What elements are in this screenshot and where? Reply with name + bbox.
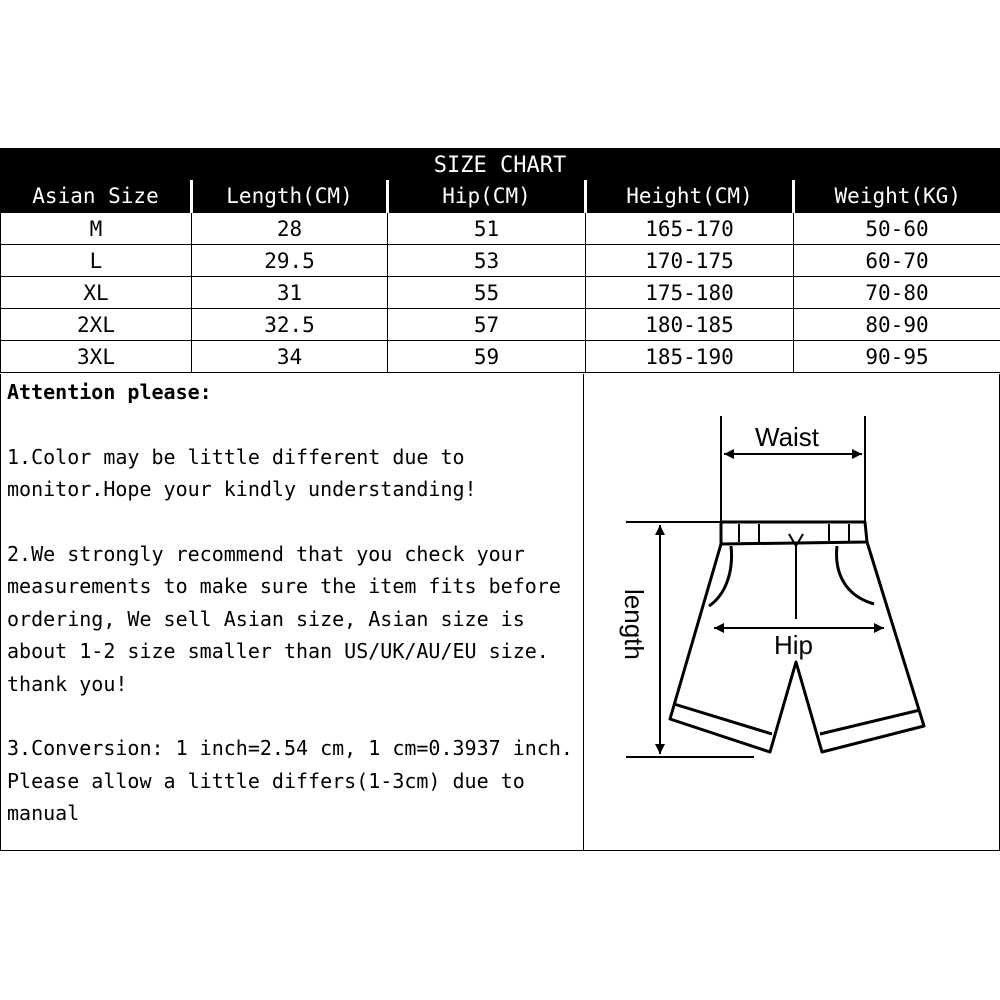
column-header: Length(CM) [192,180,388,213]
length-cell: 32.5 [192,309,388,341]
size-cell: XL [1,277,192,309]
weight-cell: 90-95 [794,341,1000,373]
table-row [1,277,1000,309]
belt-loops [739,524,849,542]
right-pocket [837,546,874,604]
column-header: Asian Size [1,180,192,213]
size-chart-title: SIZE CHART [0,148,1000,182]
note-item: 1.Color may be little different due to monitor.Hope your kindly understanding! [7,444,477,501]
table-header-row [1,180,1000,213]
size-table [0,180,1000,373]
column-header: Weight(KG) [794,180,1000,213]
hip-label: Hip [774,630,814,660]
info-section [0,374,1000,851]
left-cuff-line [674,704,772,734]
column-header: Height(CM) [586,180,794,213]
height-cell: 170-175 [586,245,794,277]
table-row [1,309,1000,341]
table-row [1,245,1000,277]
hip-cell: 51 [388,213,586,245]
table-row [1,213,1000,245]
length-label: length [619,589,649,660]
weight-cell: 70-80 [794,277,1000,309]
height-cell: 175-180 [586,277,794,309]
hip-cell: 59 [388,341,586,373]
length-cell: 28 [192,213,388,245]
length-cell: 31 [192,277,388,309]
size-cell: 2XL [1,309,192,341]
table-row [1,341,1000,373]
note-item: 2.We strongly recommend that you check your measurements to make sure the item fits before ordering, We sell Asian size, Asian size is about 1-2 size smaller than US/UK/AU/EU size. thank you! [7,541,561,696]
length-cell: 29.5 [192,245,388,277]
size-cell: 3XL [1,341,192,373]
shorts-measurement-diagram [584,374,999,850]
size-chart-sheet [0,148,1000,851]
hip-cell: 57 [388,309,586,341]
attention-notes [1,374,584,850]
weight-cell: 80-90 [794,309,1000,341]
column-header: Hip(CM) [388,180,586,213]
hip-cell: 53 [388,245,586,277]
size-cell: L [1,245,192,277]
waist-label: Waist [755,422,820,452]
length-cell: 34 [192,341,388,373]
size-cell: M [1,213,192,245]
shorts-diagram-svg [584,374,999,850]
hip-cell: 55 [388,277,586,309]
length-arrowhead-top [655,525,665,535]
weight-cell: 50-60 [794,213,1000,245]
height-cell: 180-185 [586,309,794,341]
hip-arrowhead-left [714,623,724,633]
waist-arrowhead-left [724,449,734,459]
waist-arrowhead-right [852,449,862,459]
attention-heading: Attention please: [7,380,212,404]
height-cell: 185-190 [586,341,794,373]
note-item: 3.Conversion: 1 inch=2.54 cm, 1 cm=0.3937 inch. Please allow a little differs(1-3cm) due to manual [7,736,573,825]
hip-arrowhead-right [874,623,884,633]
height-cell: 165-170 [586,213,794,245]
length-arrowhead-bottom [655,744,665,754]
weight-cell: 60-70 [794,245,1000,277]
